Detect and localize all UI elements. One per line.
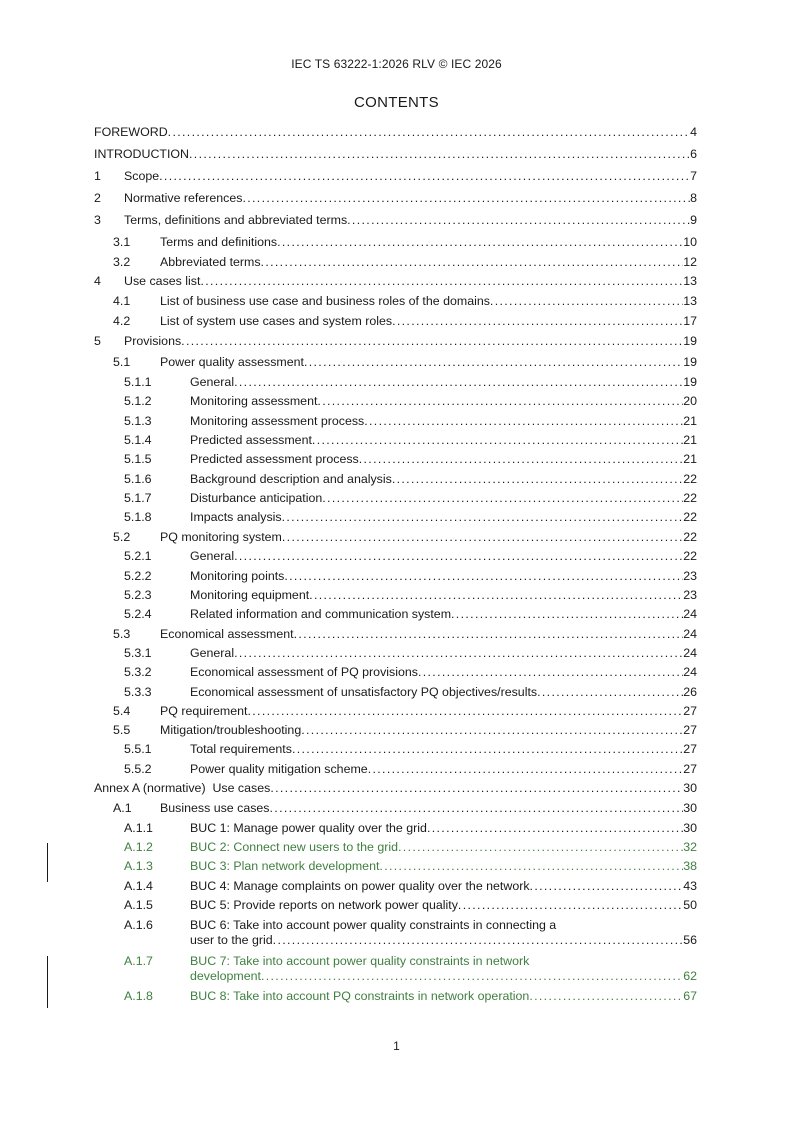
toc-entry-number: 5.5.2 [124, 762, 152, 776]
dot-leader [392, 314, 683, 329]
toc-entry-number: A.1.2 [124, 840, 153, 854]
dot-leader [304, 355, 683, 370]
toc-entry-page: 30 [683, 821, 697, 835]
toc-entry-title: Annex A (normative) Use cases [94, 781, 271, 795]
dot-leader [322, 491, 683, 506]
dot-leader [359, 452, 683, 467]
toc-entry-number: 5.2.2 [124, 569, 152, 583]
toc-entry-number: 5.1.1 [124, 375, 152, 389]
toc-entry-page: 24 [683, 646, 697, 660]
dot-leader [261, 255, 684, 270]
toc-entry-page: 24 [683, 607, 697, 621]
toc-entry-title: Monitoring equipment [190, 588, 310, 602]
dot-leader [247, 704, 683, 719]
toc-entry-title: General [190, 375, 235, 389]
toc-entry-page: 13 [683, 274, 697, 288]
toc-entry-page: 7 [690, 169, 697, 183]
toc-entry-page: 8 [690, 191, 697, 205]
dot-leader [181, 334, 683, 349]
toc-entry-number: 5.1 [113, 355, 131, 369]
running-header: IEC TS 63222-1:2026 RLV © IEC 2026 [291, 57, 502, 71]
toc-entry-number: A.1.8 [124, 989, 153, 1003]
dot-leader [284, 569, 683, 584]
toc-entry-title: user to the grid [190, 933, 273, 947]
toc-entry-title: BUC 4: Manage complaints on power quality over the network [190, 879, 530, 893]
toc-entry-title: Business use cases [160, 801, 270, 815]
dot-leader [392, 472, 683, 487]
toc-entry-number: 3.1 [113, 235, 131, 249]
dot-leader [530, 879, 684, 894]
toc-entry-title: Related information and communication system [190, 607, 452, 621]
dot-leader [234, 375, 683, 390]
toc-entry-page: 6 [690, 147, 697, 161]
toc-entry-title: Economical assessment of unsatisfactory PQ objectives/results [190, 685, 538, 699]
toc-entry-page: 30 [683, 781, 697, 795]
toc-entry-title: Disturbance anticipation [190, 491, 323, 505]
dot-leader [270, 781, 683, 796]
dot-leader [427, 821, 683, 836]
toc-entry-title: Predicted assessment [190, 433, 312, 447]
toc-entry-number: A.1.6 [124, 918, 153, 932]
toc-entry-number: 5.3.3 [124, 685, 152, 699]
dot-leader [273, 933, 684, 948]
toc-entry-page: 22 [683, 510, 697, 524]
toc-entry-page: 24 [683, 627, 697, 641]
toc-entry-number: 5.1.7 [124, 491, 152, 505]
toc-entry-page: 43 [683, 879, 697, 893]
dot-leader [368, 762, 684, 777]
toc-entry-title: Total requirements [190, 742, 292, 756]
toc-entry-number: A.1.1 [124, 821, 153, 835]
dot-leader [277, 235, 683, 250]
toc-entry-page: 21 [683, 433, 697, 447]
toc-entry-title: Terms and definitions [160, 235, 278, 249]
toc-entry-number: 4 [94, 274, 101, 288]
dot-leader [189, 147, 690, 162]
dot-leader [451, 607, 683, 622]
toc-entry-title: Use cases list [124, 274, 201, 288]
dot-leader [159, 169, 690, 184]
toc-entry-number: A.1.7 [124, 954, 153, 968]
toc-entry-page: 21 [683, 452, 697, 466]
toc-entry-title: List of business use case and business roles of the domains [160, 294, 490, 308]
toc-entry-number: 1 [94, 169, 101, 183]
toc-entry-page: 50 [683, 898, 697, 912]
contents-title: CONTENTS [354, 94, 439, 111]
toc-entry-title: Impacts analysis [190, 510, 282, 524]
toc-entry-number: 5.1.6 [124, 472, 152, 486]
toc-entry-title: Normative references [124, 191, 243, 205]
toc-entry-title: Power quality mitigation scheme [190, 762, 368, 776]
toc-entry-number: 5.1.4 [124, 433, 152, 447]
toc-entry-number: 5.3.1 [124, 646, 152, 660]
toc-entry-title: BUC 2: Connect new users to the grid [190, 840, 398, 854]
dot-leader [537, 685, 683, 700]
toc-entry-page: 22 [683, 530, 697, 544]
toc-entry-number: 5.1.5 [124, 452, 152, 466]
toc-entry-page: 27 [683, 762, 697, 776]
toc-entry-title-line1: BUC 7: Take into account power quality constraints in network [190, 954, 530, 968]
toc-entry-number: 5.2.3 [124, 588, 152, 602]
toc-entry-page: 23 [683, 569, 697, 583]
toc-entry-page: 27 [683, 723, 697, 737]
toc-entry-page: 20 [683, 394, 697, 408]
toc-entry-number: 5.3 [113, 627, 131, 641]
toc-entry-title: Provisions [124, 334, 182, 348]
toc-entry-title: BUC 8: Take into account PQ constraints in network operation [190, 989, 530, 1003]
dot-leader [200, 274, 683, 289]
toc-entry-number: 5.1.2 [124, 394, 152, 408]
toc-entry-title: Economical assessment of PQ provisions [190, 665, 418, 679]
toc-entry-title: PQ requirement [160, 704, 248, 718]
toc-entry-title: Scope [124, 169, 160, 183]
toc-entry-number: 5.5.1 [124, 742, 152, 756]
toc-entry-title: Monitoring assessment process [190, 414, 365, 428]
change-bar [47, 956, 48, 1008]
dot-leader [312, 433, 683, 448]
toc-entry-title: Mitigation/troubleshooting [160, 723, 302, 737]
toc-entry-page: 23 [683, 588, 697, 602]
dot-leader [364, 414, 683, 429]
toc-entry-number: A.1.5 [124, 898, 153, 912]
dot-leader [379, 859, 683, 874]
page-number: 1 [393, 1039, 400, 1053]
toc-entry-title: General [190, 646, 235, 660]
dot-leader [292, 742, 683, 757]
toc-entry-title: Background description and analysis [190, 472, 392, 486]
toc-entry-number: 5.2 [113, 530, 131, 544]
toc-entry-title: Monitoring assessment [190, 394, 318, 408]
toc-entry-page: 22 [683, 491, 697, 505]
dot-leader [529, 989, 683, 1004]
toc-entry-title: Monitoring points [190, 569, 285, 583]
toc-entry-number: A.1 [113, 801, 132, 815]
toc-entry-title: Terms, definitions and abbreviated terms [124, 213, 348, 227]
toc-entry-page: 19 [683, 334, 697, 348]
dot-leader [317, 394, 683, 409]
toc-entry-page: 10 [683, 235, 697, 249]
toc-entry-number: A.1.4 [124, 879, 153, 893]
dot-leader [270, 801, 684, 816]
toc-entry-page: 30 [683, 801, 697, 815]
toc-entry-page: 67 [683, 989, 697, 1003]
dot-leader [418, 665, 683, 680]
dot-leader [490, 294, 683, 309]
toc-entry-page: 22 [683, 472, 697, 486]
toc-entry-page: 56 [683, 933, 697, 947]
toc-entry-page: 12 [683, 255, 697, 269]
toc-entry-title: BUC 3: Plan network development [190, 859, 380, 873]
toc-entry-title: development [190, 969, 261, 983]
toc-entry-title: BUC 5: Provide reports on network power quality [190, 898, 458, 912]
toc-entry-title: FOREWORD [94, 125, 168, 139]
dot-leader [282, 510, 684, 525]
toc-entry-number: 5.3.2 [124, 665, 152, 679]
toc-entry-page: 17 [683, 314, 697, 328]
toc-entry-number: 5.1.3 [124, 414, 152, 428]
dot-leader [234, 549, 683, 564]
toc-entry-number: 5.2.4 [124, 607, 152, 621]
dot-leader [458, 898, 683, 913]
dot-leader [398, 840, 683, 855]
toc-entry-page: 19 [683, 355, 697, 369]
toc-entry-page: 9 [690, 213, 697, 227]
toc-entry-page: 27 [683, 704, 697, 718]
dot-leader [294, 627, 684, 642]
toc-entry-number: 3 [94, 213, 101, 227]
toc-entry-page: 32 [683, 840, 697, 854]
toc-entry-page: 21 [683, 414, 697, 428]
dot-leader [242, 191, 690, 206]
toc-entry-title: BUC 1: Manage power quality over the grid [190, 821, 427, 835]
toc-entry-page: 24 [683, 665, 697, 679]
toc-entry-page: 13 [683, 294, 697, 308]
toc-entry-number: 5.2.1 [124, 549, 152, 563]
toc-entry-number: 2 [94, 191, 101, 205]
toc-entry-page: 38 [683, 859, 697, 873]
toc-entry-number: 5.5 [113, 723, 131, 737]
toc-entry-page: 62 [683, 969, 697, 983]
dot-leader [168, 125, 690, 140]
toc-entry-number: 4.2 [113, 314, 131, 328]
dot-leader [347, 213, 690, 228]
dot-leader [309, 588, 683, 603]
toc-entry-page: 22 [683, 549, 697, 563]
toc-entry-title: List of system use cases and system roles [160, 314, 393, 328]
toc-entry-page: 27 [683, 742, 697, 756]
dot-leader [282, 530, 683, 545]
toc-entry-number: 5.4 [113, 704, 131, 718]
toc-entry-title: Economical assessment [160, 627, 294, 641]
change-bar [47, 843, 48, 882]
dot-leader [261, 969, 683, 984]
toc-entry-title-line1: BUC 6: Take into account power quality constraints in connecting a [190, 918, 557, 932]
toc-entry-page: 4 [690, 125, 697, 139]
toc-entry-title: Abbreviated terms [160, 255, 261, 269]
toc-entry-title: Power quality assessment [160, 355, 304, 369]
toc-entry-number: 5 [94, 334, 101, 348]
toc-entry-number: 4.1 [113, 294, 131, 308]
dot-leader [301, 723, 683, 738]
toc-entry-number: 3.2 [113, 255, 131, 269]
toc-entry-number: 5.1.8 [124, 510, 152, 524]
toc-entry-title: General [190, 549, 235, 563]
toc-entry-page: 19 [683, 375, 697, 389]
toc-entry-title: INTRODUCTION [94, 147, 189, 161]
toc-entry-title: Predicted assessment process [190, 452, 359, 466]
toc-entry-number: A.1.3 [124, 859, 153, 873]
dot-leader [234, 646, 683, 661]
toc-entry-page: 26 [683, 685, 697, 699]
toc-entry-title: PQ monitoring system [160, 530, 282, 544]
